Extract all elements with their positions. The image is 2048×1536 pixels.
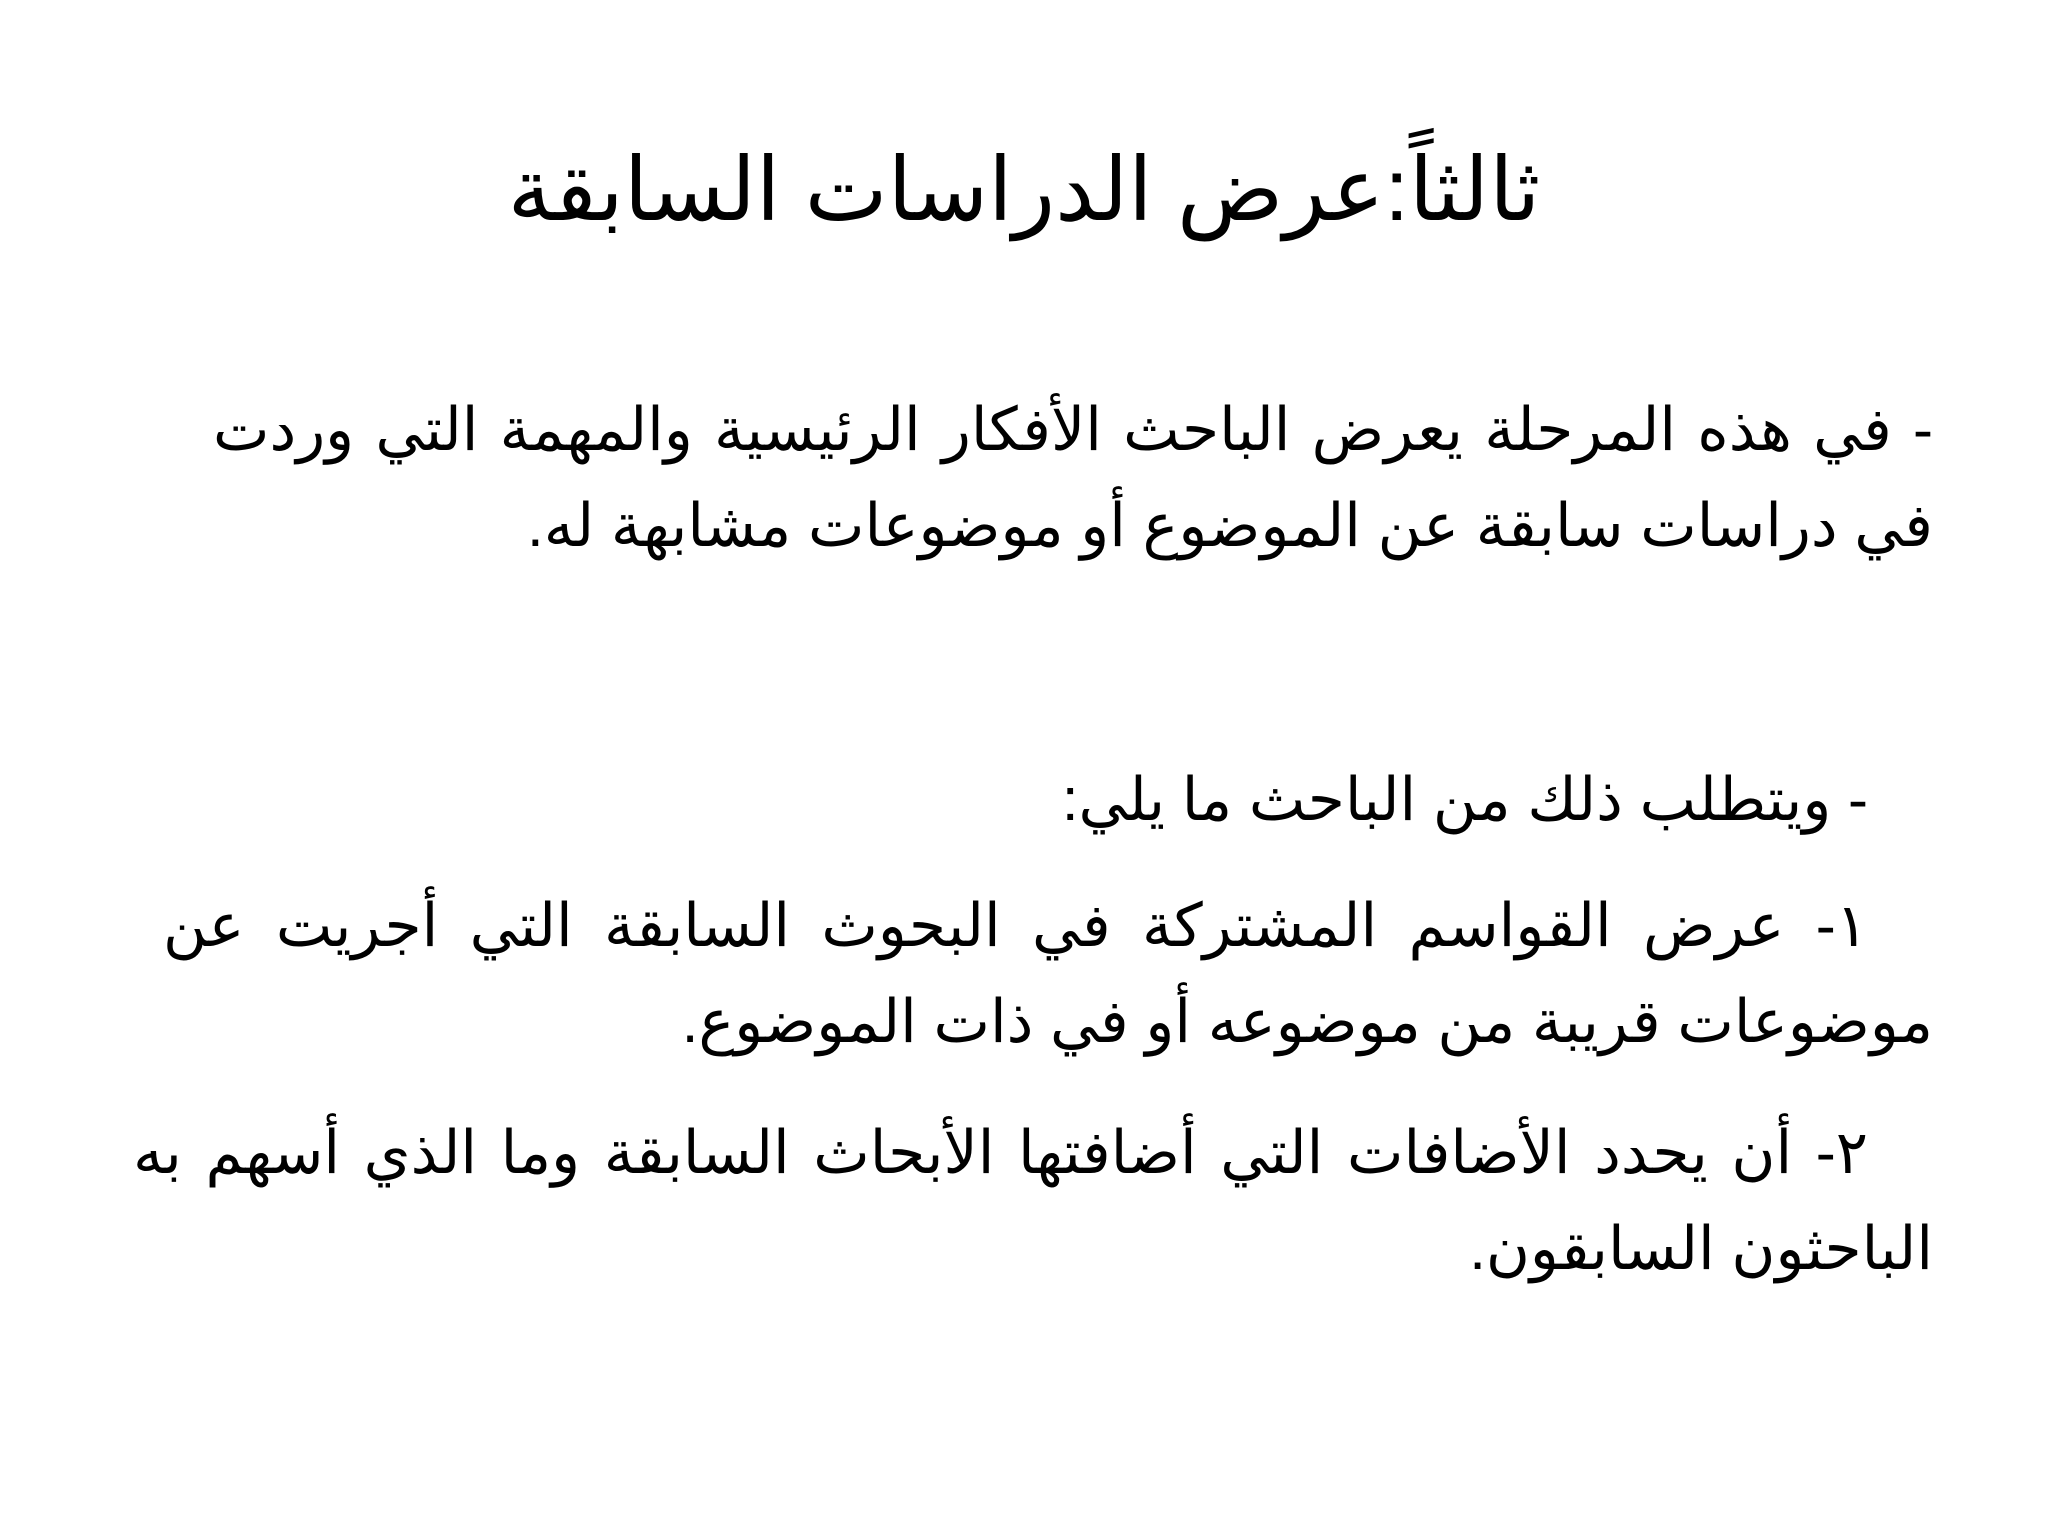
- paragraph-requirements-lead: - ويتطلب ذلك من الباحث ما يلي:: [1061, 766, 1868, 833]
- numbered-item-2: ٢- أن يحدد الأضافات التي أضافتها الأبحاث السابقة وما الذي أسهم به الباحثون السابقون.: [133, 1119, 1933, 1282]
- numbered-item-1: ١- عرض القواسم المشتركة في البحوث السابقة التي أجريت عن موضوعات قريبة من موضوعه أو في ذات الموضوع.: [163, 892, 1933, 1055]
- paragraph-intro: - في هذه المرحلة يعرض الباحث الأفكار الرئيسية والمهمة التي وردت في دراسات سابقة عن الموضوع أو موضوعات مشابهة له.: [213, 396, 1933, 559]
- slide-title: ثالثاً:عرض الدراسات السابقة: [507, 140, 1541, 239]
